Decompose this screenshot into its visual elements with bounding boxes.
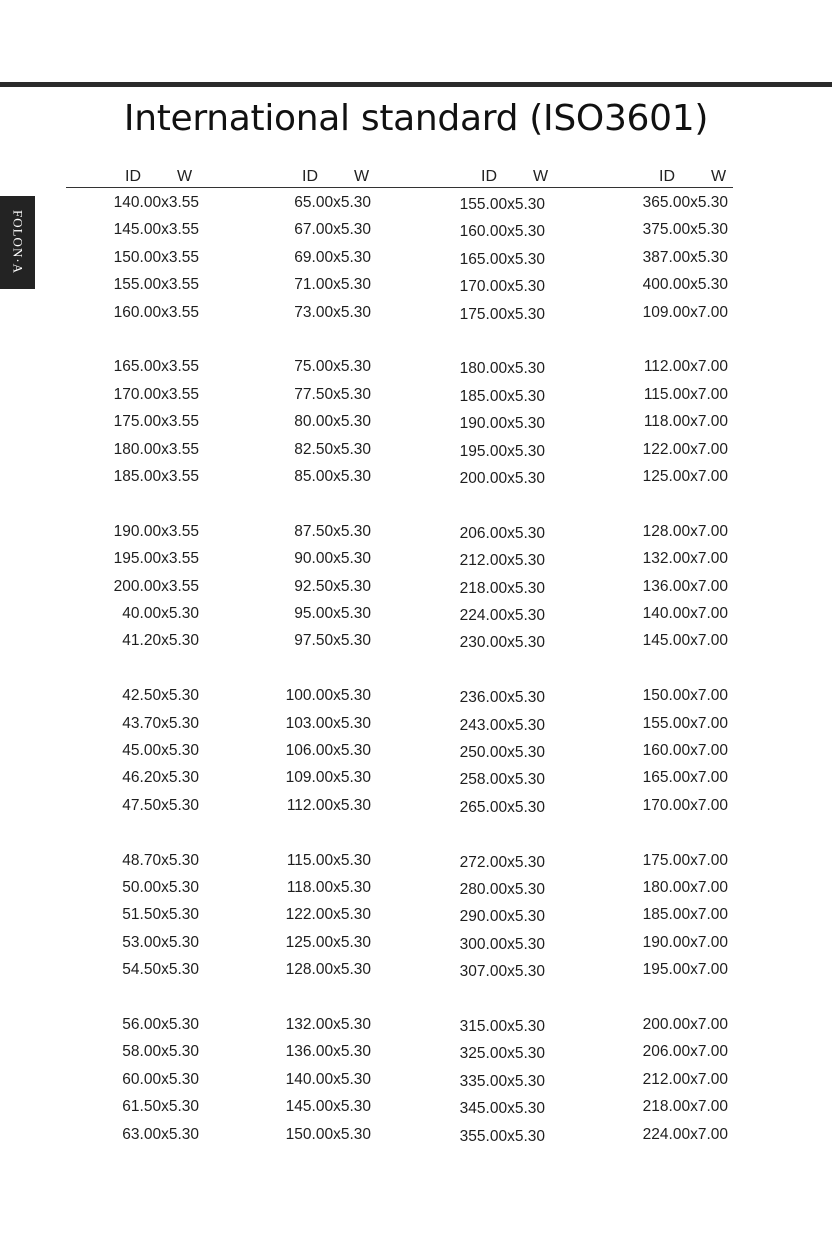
table-cell: 118.00x5.30: [286, 879, 371, 896]
table-cell: 75.00x5.30: [294, 358, 371, 376]
table-cell: 290.00x5.30: [459, 908, 545, 926]
table-cell: 40.00x5.30: [122, 605, 199, 622]
table-cell: 170.00x7.00: [642, 796, 728, 814]
table-cell: 195.00x3.55: [113, 550, 199, 568]
table-cell: 200.00x3.55: [113, 577, 199, 595]
table-cell: 365.00x5.30: [642, 194, 728, 211]
column-header-w: W: [533, 168, 549, 185]
table-cell: 122.00x7.00: [642, 440, 728, 458]
table-cell: 165.00x5.30: [459, 250, 545, 268]
table-cell: 73.00x5.30: [294, 303, 371, 321]
table-cell: 145.00x5.30: [285, 1098, 371, 1116]
table-cell: 132.00x7.00: [642, 550, 728, 568]
table-cell: 335.00x5.30: [459, 1072, 545, 1090]
column-header-id: ID: [125, 168, 141, 185]
table-cell: 80.00x5.30: [294, 413, 371, 431]
column-header-id: ID: [302, 168, 318, 185]
table-cell: 175.00x7.00: [642, 851, 728, 869]
table-cell: 218.00x7.00: [642, 1098, 728, 1116]
table-cell: 258.00x5.30: [459, 771, 545, 789]
table-cell: 56.00x5.30: [122, 1016, 199, 1033]
table-cell: 190.00x7.00: [642, 933, 728, 951]
table-cell: 160.00x5.30: [459, 223, 545, 241]
table-cell: 230.00x5.30: [459, 634, 545, 652]
page-title: International standard (ISO3601): [123, 98, 709, 139]
table-cell: 46.20x5.30: [122, 769, 199, 787]
table-cell: 112.00x5.30: [286, 796, 371, 814]
table-cell: 48.70x5.30: [122, 851, 199, 869]
table-cell: 195.00x7.00: [642, 961, 728, 979]
table-cell: 140.00x7.00: [642, 605, 728, 622]
table-cell: 85.00x5.30: [294, 468, 371, 485]
table-cell: 41.20x5.30: [122, 632, 199, 650]
table-cell: 155.00x3.55: [113, 276, 199, 294]
table-cell: 190.00x3.55: [113, 522, 199, 540]
table-cell: 175.00x5.30: [459, 305, 545, 323]
table-cell: 47.50x5.30: [122, 796, 199, 814]
table-cell: 136.00x5.30: [285, 1043, 371, 1061]
table-cell: 155.00x7.00: [642, 714, 728, 732]
table-cell: 160.00x3.55: [113, 303, 199, 321]
table-cell: 140.00x3.55: [113, 194, 199, 211]
table-cell: 195.00x5.30: [459, 442, 545, 460]
table-cell: 387.00x5.30: [642, 248, 728, 266]
table-cell: 300.00x5.30: [459, 935, 545, 953]
table-cell: 128.00x7.00: [642, 522, 728, 540]
table-cell: 345.00x5.30: [459, 1100, 545, 1118]
table-cell: 218.00x5.30: [459, 579, 545, 597]
table-cell: 136.00x7.00: [642, 577, 728, 595]
table-cell: 140.00x5.30: [285, 1070, 371, 1088]
table-cell: 200.00x5.30: [459, 470, 545, 487]
table-cell: 132.00x5.30: [285, 1016, 371, 1033]
table-cell: 250.00x5.30: [459, 744, 545, 761]
table-cell: 375.00x5.30: [642, 221, 728, 239]
table-cell: 150.00x3.55: [113, 248, 199, 266]
table-cell: 224.00x7.00: [642, 1125, 728, 1143]
table-cell: 212.00x5.30: [459, 552, 545, 570]
table-cell: 175.00x3.55: [113, 413, 199, 431]
table-cell: 165.00x7.00: [642, 769, 728, 787]
table-header-divider: [66, 187, 733, 188]
table-cell: 185.00x7.00: [642, 906, 728, 924]
table-cell: 212.00x7.00: [642, 1070, 728, 1088]
side-tab: [0, 196, 35, 289]
side-tab-label: FOLON·A: [10, 210, 26, 275]
table-cell: 87.50x5.30: [294, 522, 371, 540]
table-cell: 160.00x7.00: [642, 742, 728, 759]
table-cell: 90.00x5.30: [294, 550, 371, 568]
table-cell: 190.00x5.30: [459, 415, 545, 433]
table-cell: 65.00x5.30: [294, 194, 371, 211]
table-cell: 45.00x5.30: [122, 742, 199, 759]
table-cell: 170.00x3.55: [113, 385, 199, 403]
table-cell: 43.70x5.30: [122, 714, 199, 732]
table-cell: 206.00x5.30: [459, 524, 545, 542]
column-header-id: ID: [659, 168, 675, 185]
table-cell: 355.00x5.30: [459, 1127, 545, 1145]
table-cell: 109.00x7.00: [642, 303, 728, 321]
table-cell: 115.00x5.30: [286, 851, 371, 869]
table-cell: 180.00x3.55: [113, 440, 199, 458]
table-cell: 243.00x5.30: [459, 716, 545, 734]
table-cell: 180.00x7.00: [642, 879, 728, 896]
table-cell: 224.00x5.30: [459, 607, 545, 624]
table-cell: 67.00x5.30: [294, 221, 371, 239]
table-cell: 125.00x5.30: [285, 933, 371, 951]
table-cell: 42.50x5.30: [122, 687, 199, 705]
table-cell: 170.00x5.30: [459, 278, 545, 296]
table-cell: 180.00x5.30: [459, 360, 545, 378]
table-cell: 122.00x5.30: [285, 906, 371, 924]
table-cell: 69.00x5.30: [294, 248, 371, 266]
table-cell: 307.00x5.30: [459, 963, 545, 981]
table-cell: 61.50x5.30: [122, 1098, 199, 1116]
table-cell: 63.00x5.30: [122, 1125, 199, 1143]
table-cell: 53.00x5.30: [122, 933, 199, 951]
table-cell: 400.00x5.30: [642, 276, 728, 294]
table-cell: 145.00x3.55: [113, 221, 199, 239]
table-cell: 77.50x5.30: [294, 385, 371, 403]
table-cell: 100.00x5.30: [285, 687, 371, 705]
table-cell: 112.00x7.00: [643, 358, 728, 376]
top-divider: [0, 82, 832, 87]
table-cell: 236.00x5.30: [459, 689, 545, 707]
table-cell: 165.00x3.55: [113, 358, 199, 376]
table-cell: 71.00x5.30: [294, 276, 371, 294]
column-header-id: ID: [481, 168, 497, 185]
table-cell: 325.00x5.30: [459, 1045, 545, 1063]
column-header-w: W: [177, 168, 193, 185]
table-cell: 200.00x7.00: [642, 1016, 728, 1033]
table-cell: 106.00x5.30: [285, 742, 371, 759]
table-cell: 103.00x5.30: [285, 714, 371, 732]
table-cell: 265.00x5.30: [459, 798, 545, 816]
table-cell: 206.00x7.00: [642, 1043, 728, 1061]
table-cell: 150.00x7.00: [642, 687, 728, 705]
column-header-w: W: [354, 168, 370, 185]
column-header-w: W: [711, 168, 727, 185]
table-cell: 95.00x5.30: [294, 605, 371, 622]
table-cell: 150.00x5.30: [285, 1125, 371, 1143]
table-cell: 92.50x5.30: [294, 577, 371, 595]
table-cell: 185.00x5.30: [459, 387, 545, 405]
table-cell: 155.00x5.30: [459, 196, 545, 213]
table-cell: 50.00x5.30: [122, 879, 199, 896]
table-cell: 54.50x5.30: [122, 961, 199, 979]
table-cell: 125.00x7.00: [642, 468, 728, 485]
table-cell: 115.00x7.00: [643, 385, 728, 403]
table-cell: 272.00x5.30: [459, 853, 545, 871]
table-cell: 60.00x5.30: [122, 1070, 199, 1088]
table-cell: 82.50x5.30: [294, 440, 371, 458]
table-cell: 58.00x5.30: [122, 1043, 199, 1061]
table-cell: 109.00x5.30: [285, 769, 371, 787]
table-cell: 280.00x5.30: [459, 881, 545, 898]
table-cell: 118.00x7.00: [643, 413, 728, 431]
table-cell: 185.00x3.55: [113, 468, 199, 485]
table-cell: 51.50x5.30: [122, 906, 199, 924]
table-cell: 315.00x5.30: [459, 1018, 545, 1035]
table-cell: 145.00x7.00: [642, 632, 728, 650]
table-cell: 97.50x5.30: [294, 632, 371, 650]
table-cell: 128.00x5.30: [285, 961, 371, 979]
